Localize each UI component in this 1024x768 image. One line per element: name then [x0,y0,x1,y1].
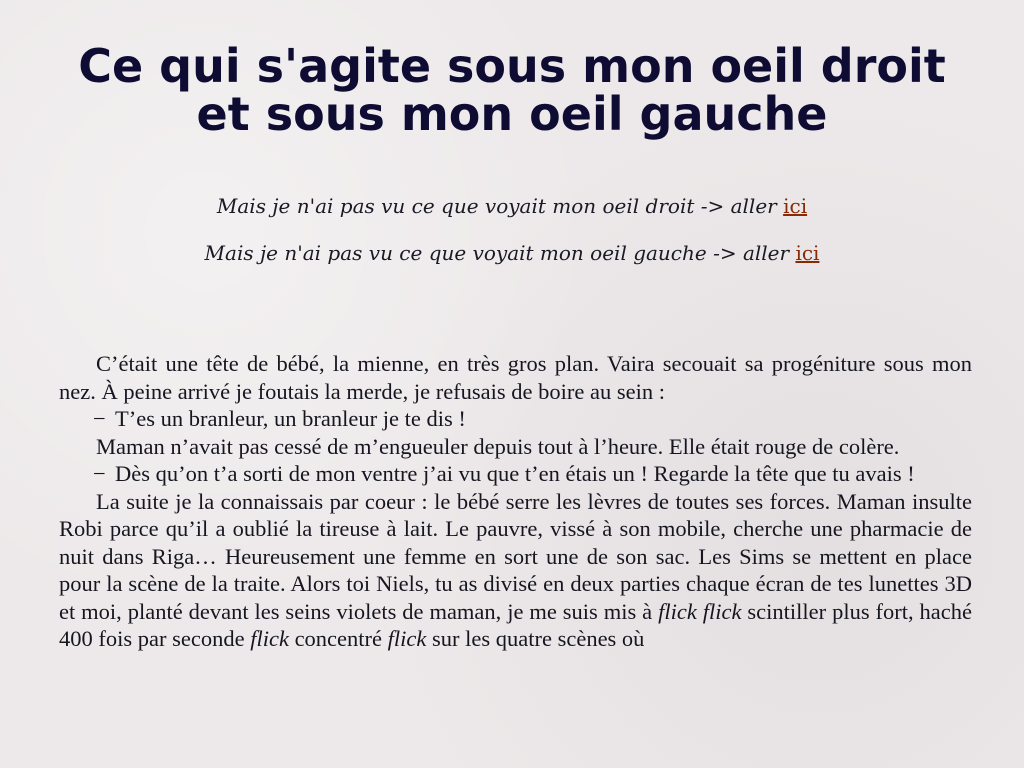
dialogue-line [59,405,972,433]
story-emphasis: flick flick [658,598,742,624]
dialogue-line [59,460,972,488]
page-title [0,39,1024,141]
left-eye-nav-text: Mais je n'ai pas vu ce que voyait mon oeil gauche -> aller [204,241,796,265]
dialogue-dash: − [93,406,106,431]
right-eye-nav-line [0,193,1024,219]
story-body [59,350,972,653]
dialogue-text: T’es un branleur, un branleur je te dis ! [115,406,466,431]
story-text: scintiller plus fort, haché 400 fois par seconde [59,598,972,651]
story-text: La suite je la connaissais par coeur : le bébé serre les lèvres de toutes ses forces. Maman insulte Robi parce qu’il a oublié la tireuse à lait. Le pauvre, vissé à son mobile, cherche une pharmacie de nuit dans Riga… Heureusement une femme en sort une de son sac. Les Sims se mettent en place pour la scène de la traite. Alors toi Niels, tu as divisé en deux parties chaque écran de tes lunettes 3D et moi, planté devant les seins violets de maman, je me suis mis à [59,488,972,624]
left-eye-link[interactable]: ici [795,241,820,265]
story-emphasis: flick [387,626,427,651]
page-title-line-1: Ce qui s'agite sous mon oeil droit [78,39,946,93]
page-title-line-2: et sous mon oeil gauche [196,87,828,141]
story-paragraph [59,488,972,653]
story-paragraph: C’était une tête de bébé, la mienne, en très gros plan. Vaira secouait sa progéniture sous mon nez. À peine arrivé je foutais la merde, je refusais de boire au sein : [59,351,972,404]
story-paragraph: Maman n’avait pas cessé de m’engueuler depuis tout à l’heure. Elle était rouge de colère. [96,433,900,459]
left-eye-nav-line [0,240,1024,266]
story-text: sur les quatre scènes où [426,626,645,651]
right-eye-link[interactable]: ici [783,194,808,218]
story-emphasis: flick [250,626,289,651]
right-eye-nav-text: Mais je n'ai pas vu ce que voyait mon oeil droit -> aller [216,194,784,218]
story-text: concentré [288,626,388,651]
dialogue-text: Dès qu’on t’a sorti de mon ventre j’ai vu que t’en étais un ! Regarde la tête que tu avais ! [115,461,915,486]
dialogue-dash: − [93,461,106,486]
